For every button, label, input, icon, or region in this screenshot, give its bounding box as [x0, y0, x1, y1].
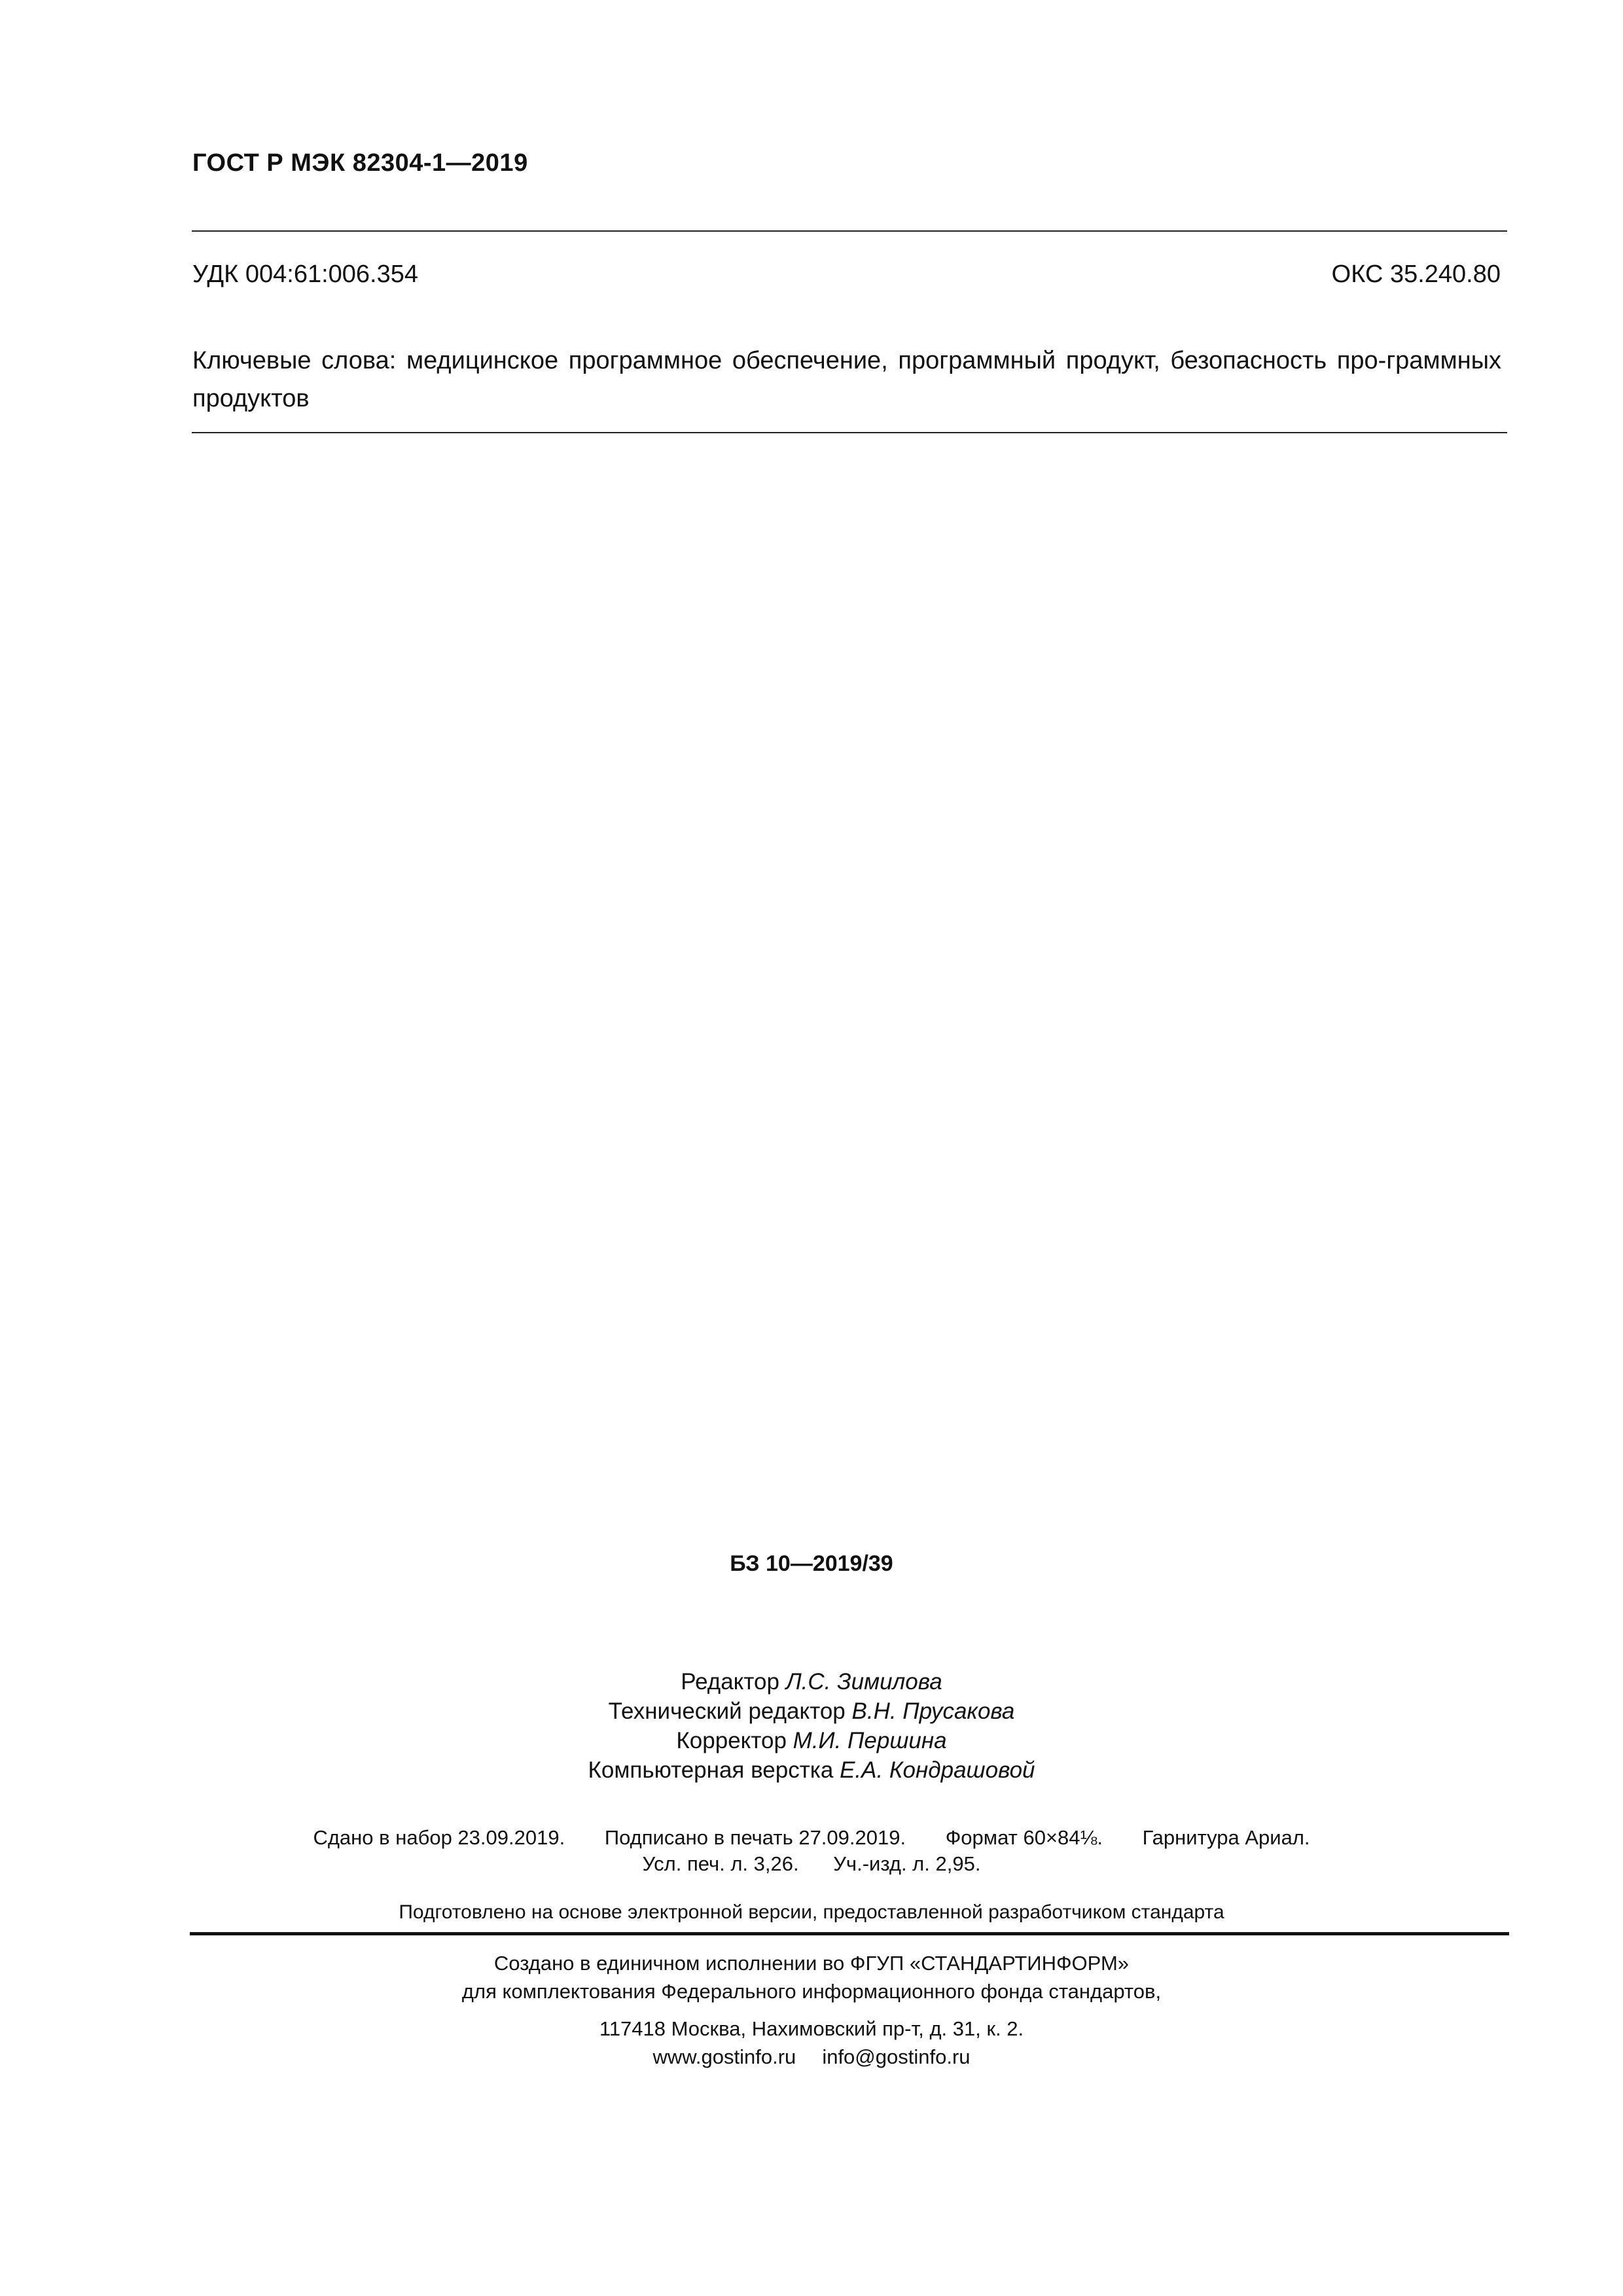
oks-code: ОКС 35.240.80 — [1331, 260, 1501, 288]
created-line2: для комплектования Федерального информационного фонда стандартов, — [461, 1980, 1162, 2003]
address-block — [0, 2015, 1623, 2071]
print-details-line2 — [0, 1852, 1623, 1876]
website-link[interactable]: www.gostinfo.ru — [652, 2045, 796, 2068]
credit-role: Компьютерная верстка — [588, 1757, 834, 1783]
keywords-paragraph — [192, 342, 1501, 418]
bz-number: БЗ 10—2019/39 — [730, 1551, 893, 1576]
postal-address: 117418 Москва, Нахимовский пр-т, д. 31, к. 2. — [599, 2017, 1024, 2040]
footer-divider — [190, 1932, 1509, 1935]
created-line1: Создано в единичном исполнении во ФГУП «СТАНДАРТИНФОРМ» — [493, 1952, 1130, 1975]
printed-sheets: Усл. печ. л. 3,26. — [642, 1852, 799, 1875]
print-details-line1 — [0, 1826, 1623, 1850]
created-block — [0, 1949, 1623, 2005]
top-divider — [192, 230, 1507, 232]
typeface: Гарнитура Ариал. — [1142, 1826, 1310, 1849]
credit-person: В.Н. Прусакова — [851, 1698, 1015, 1724]
credit-proofreader — [0, 1726, 1623, 1755]
credit-person: Л.С. Зимилова — [785, 1669, 942, 1695]
typeset-date: Сдано в набор 23.09.2019. — [313, 1826, 565, 1849]
paper-format: Формат 60×84⅛. — [945, 1826, 1103, 1849]
udk-code: УДК 004:61:006.354 — [192, 260, 419, 288]
credit-role: Технический редактор — [608, 1698, 846, 1724]
credit-tech-editor — [0, 1696, 1623, 1726]
credit-person: М.И. Першина — [793, 1728, 947, 1753]
keywords-text: Ключевые слова: медицинское программное обеспечение, программный продукт, безопасность про-граммных продуктов — [192, 347, 1501, 412]
contact-line — [0, 2043, 1623, 2071]
credit-editor — [0, 1667, 1623, 1696]
email-link[interactable]: info@gostinfo.ru — [822, 2045, 971, 2068]
prepared-note: Подготовлено на основе электронной версии, предоставленной разработчиком стандарта — [399, 1901, 1224, 1923]
keywords-divider — [192, 432, 1507, 433]
credits-block — [0, 1667, 1623, 1785]
credit-person: Е.А. Кондрашовой — [840, 1757, 1035, 1783]
publishing-sheets: Уч.-изд. л. 2,95. — [833, 1852, 981, 1875]
signed-date: Подписано в печать 27.09.2019. — [604, 1826, 906, 1849]
credit-role: Корректор — [676, 1728, 787, 1753]
document-code: ГОСТ Р МЭК 82304-1—2019 — [192, 149, 528, 177]
credit-role: Редактор — [681, 1669, 779, 1695]
credit-layout — [0, 1755, 1623, 1785]
